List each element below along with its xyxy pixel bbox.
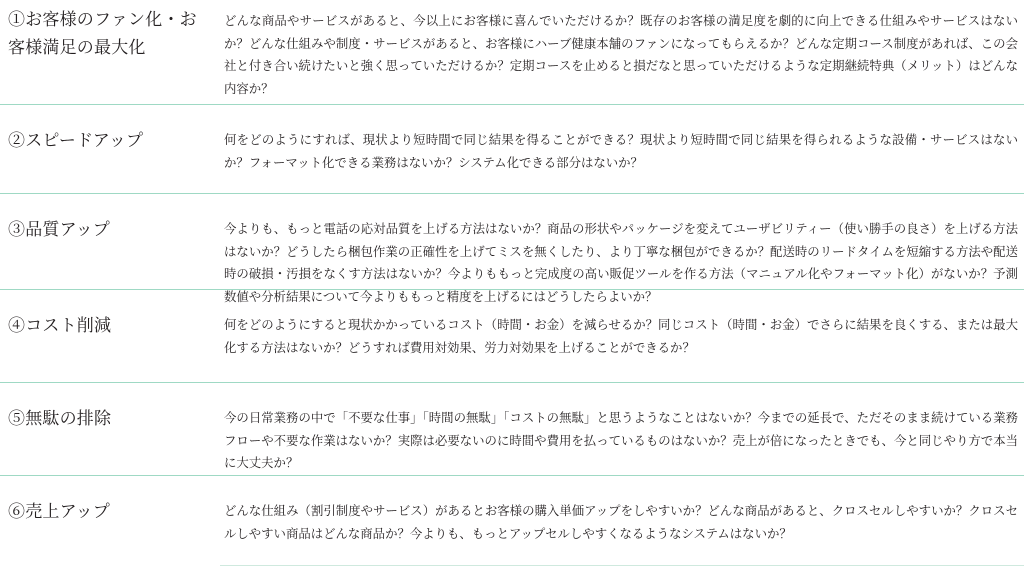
- row-body: 今よりも、もっと電話の応対品質を上げる方法はないか？商品の形状やパッケージを変えてユーザビリティー（使い勝手の良さ）を上げる方法はないか？どうしたら梱包作業の正確性を上げてミスを無くしたり、より丁寧な梱包ができるか？配送時のリードタイムを短縮する方法や配送時の破損・汚損をなくす方法はないか？今よりももっと完成度の高い販促ツールを作る方法（マニュアル化やフォーマット化）がないか？予測数値や分析結果について今よりももっと精度を上げるにはどうしたらよいか？: [224, 222, 1018, 304]
- table-row: [0, 289, 1024, 382]
- row-body: 今の日常業務の中で「不要な仕事」「時間の無駄」「コストの無駄」と思うようなことはないか？今までの延長で、ただそのまま続けている業務フローや不要な作業はないか？実際は必要ないのに時間や費用を払っているものはないか？売上が倍になったときでも、今と同じやり方で本当に大丈夫か？: [224, 411, 1018, 471]
- table-row: [0, 475, 1024, 565]
- table-row: [0, 0, 1024, 104]
- row-title: ④コスト削減: [8, 316, 112, 335]
- table-bottom-divider: [220, 565, 1024, 566]
- row-title: ⑥売上アップ: [8, 502, 111, 521]
- row-body: どんな商品やサービスがあると、今以上にお客様に喜んでいただけるか？既存のお客様の満足度を劇的に向上できる仕組みやサービスはないか？どんな仕組みや制度・サービスがあると、お客様にハーブ健康本舗のファンになってもらえるか？どんな定期コース制度があれば、この会社と付き合い続けたいと強く思っていただけるか？定期コースを止めると損だなと思っていただけるような定期継続特典（メリット）はどんな内容か？: [224, 14, 1018, 96]
- row-title: ③品質アップ: [8, 220, 111, 239]
- row-body: 何をどのようにすれば、現状より短時間で同じ結果を得ることができる？現状より短時間で同じ結果を得られるような設備・サービスはないか？フォーマット化できる業務はないか？システム化できる部分はないか？: [224, 133, 1018, 170]
- table-row: [0, 104, 1024, 193]
- row-title: ①お客様のファン化・お客様満足の最大化: [8, 10, 197, 57]
- table-row: [0, 193, 1024, 304]
- table-row: [0, 382, 1024, 475]
- row-title: ⑤無駄の排除: [8, 409, 112, 428]
- row-title: ②スピードアップ: [8, 131, 144, 150]
- row-body: どんな仕組み（割引制度やサービス）があるとお客様の購入単価アップをしやすいか？どんな商品があると、クロスセルしやすいか？クロスセルしやすい商品はどんな商品か？今よりも、もっとアップセルしやすくなるようなシステムはないか？: [224, 504, 1018, 541]
- row-body: 何をどのようにすると現状かかっているコスト（時間・お金）を減らせるか？同じコスト（時間・お金）でさらに結果を良くする、または最大化する方法はないか？どうすれば費用対効果、労力対効果を上げることができるか？: [224, 318, 1018, 355]
